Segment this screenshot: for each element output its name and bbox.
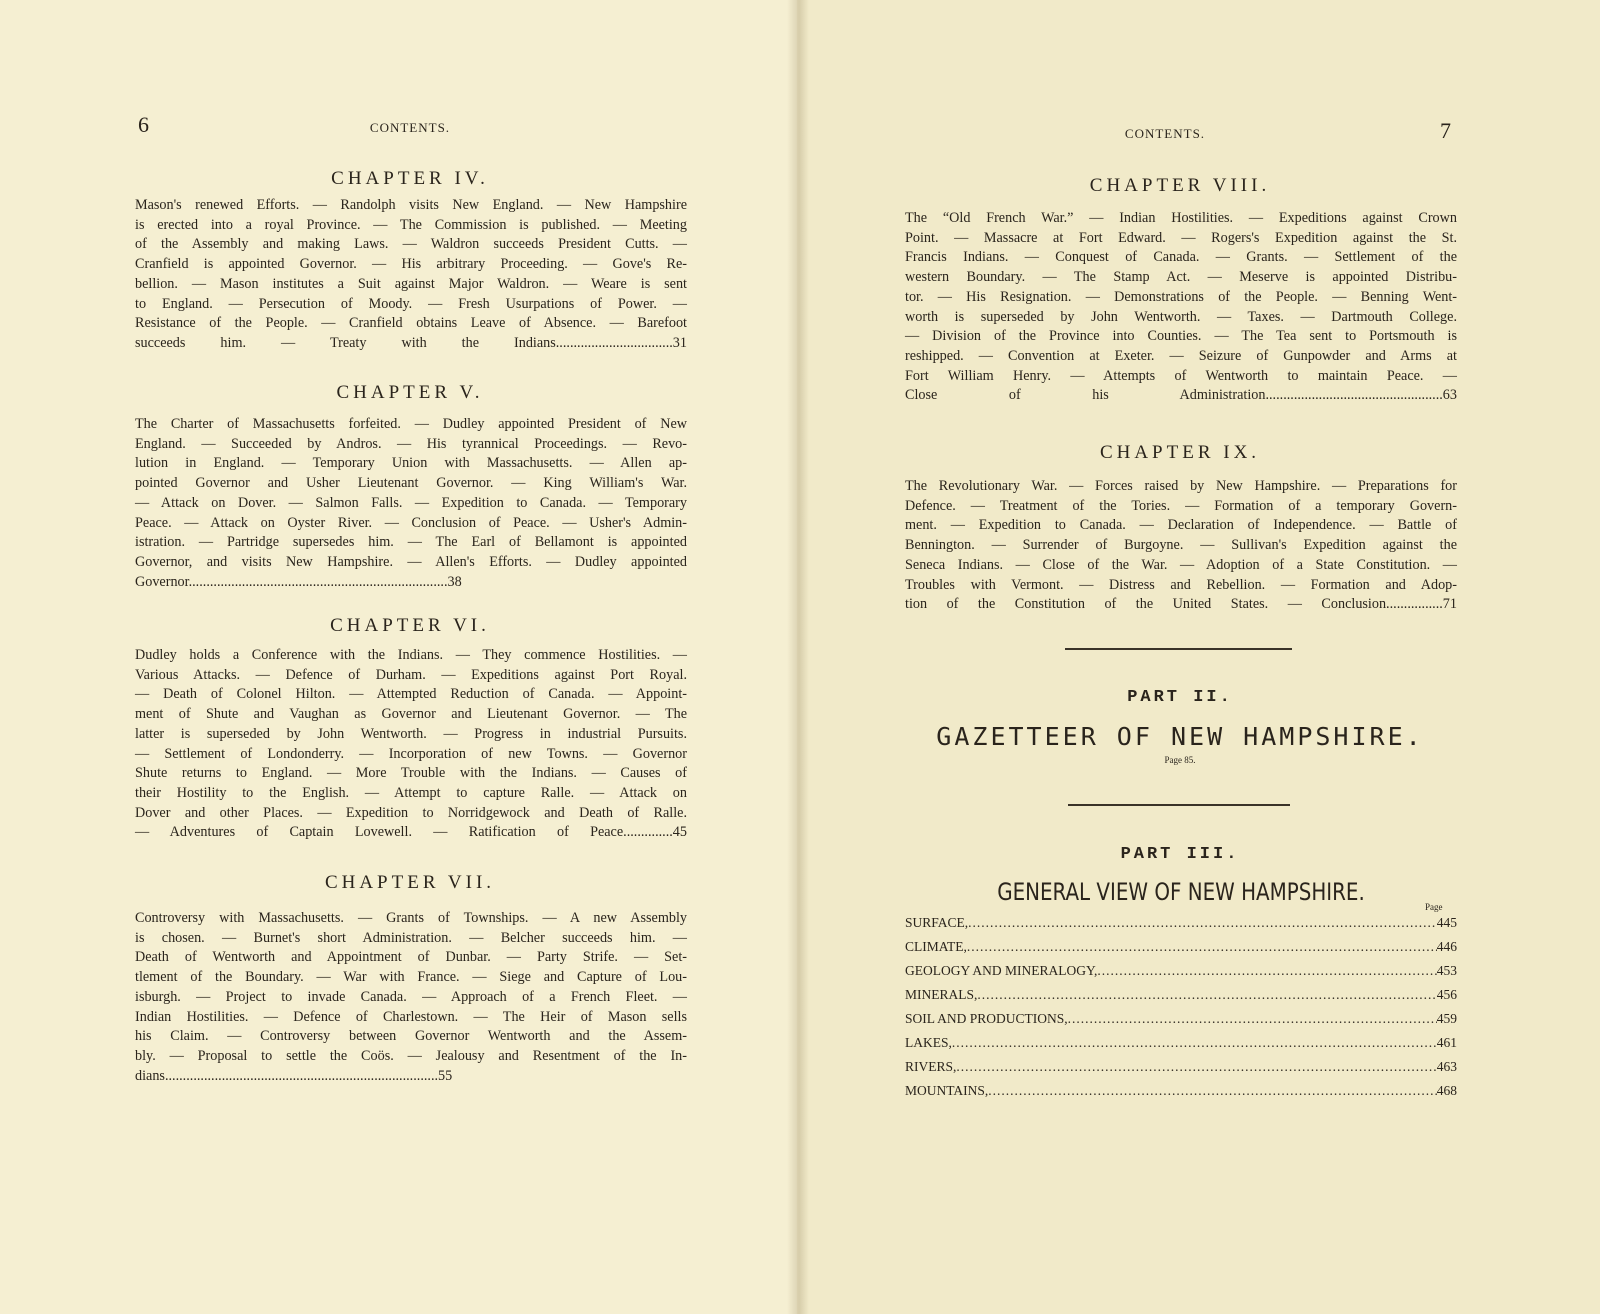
summary-line: latter is superseded by John Wentworth. — Progress in industrial Pursuits. [135,725,687,742]
summary-line: Governor, and visits New Hampshire. — Allen's Efforts. — Dudley appointed [135,553,687,570]
part-3-label: PART III. [1120,845,1240,864]
summary-line: their Hostility to the English. — Attempt to capture Ralle. — Attack on [135,784,687,801]
summary-line: western Boundary. — The Stamp Act. — Meserve is appointed Distribu- [905,269,1457,286]
summary-line: Shute returns to England. — More Trouble with the Indians. — Causes of [135,765,687,782]
toc-entry-page: 468 [1436,1083,1457,1098]
page-number-right: 7 [1440,118,1451,143]
summary-line: Troubles with Vermont. — Distress and Rebellion. — Formation and Adop- [905,576,1457,593]
summary-line: Various Attacks. — Defence of Durham. — Expeditions against Port Royal. [135,666,687,683]
summary-line: Defence. — Treatment of the Tories. — Formation of a temporary Govern- [905,497,1457,514]
summary-line: Resistance of the People. — Cranfield obtains Leave of Absence. — Barefoot [135,315,687,332]
part-2-title: GAZETTEER OF NEW HAMPSHIRE. [936,722,1424,751]
toc-entry-page: 446 [1436,939,1457,954]
summary-line: — Death of Colonel Hilton. — Attempted Reduction of Canada. — Appoint- [135,686,687,703]
summary-line: — Settlement of Londonderry. — Incorporation of new Towns. — Governor [135,745,687,762]
summary-line: is erected into a royal Province. — The Commission is published. — Meeting [135,216,687,233]
summary-line: isburgh. — Project to invade Canada. — Approach of a French Fleet. — [135,988,687,1005]
toc-entry-label: LAKES, [905,1035,952,1050]
chapter-9-summary [905,477,1457,615]
page-number-left: 6 [138,112,149,137]
summary-line: Dover and other Places. — Expedition to Norridgewock and Death of Ralle. [135,804,687,821]
toc-entry-label: RIVERS, [905,1059,957,1074]
summary-line: to England. — Persecution of Moody. — Fresh Usurpations of Power. — [135,295,687,312]
toc-entry-page: 453 [1436,963,1457,978]
summary-line: Fort William Henry. — Attempts of Wentworth to maintain Peace. — [905,367,1457,384]
summary-line: tor. — His Resignation. — Demonstrations of the People. — Benning Went- [905,288,1457,305]
summary-line: bellion. — Mason institutes a Suit against Major Waldron. — Weare is sent [135,275,687,292]
summary-line: ment. — Expedition to Canada. — Declaration of Independence. — Battle of [905,517,1457,534]
toc-entry-label: MOUNTAINS, [905,1083,989,1098]
right-page [797,0,1600,1314]
summary-line: istration. — Partridge supersedes him. — The Earl of Bellamont is appointed [135,534,687,551]
chapter-5-heading: CHAPTER V. [336,382,484,403]
summary-line: lution in England. — Temporary Union with Massachusetts. — Allen ap- [135,455,687,472]
part-2-label: PART II. [1127,688,1233,707]
toc-entry-climate [905,939,1457,959]
chapter-8-heading: CHAPTER VIII. [1089,175,1271,196]
summary-line: The Charter of Massachusetts forfeited. — Dudley appointed President of New [135,416,687,432]
summary-line: worth is superseded by John Wentworth. — Taxes. — Dartmouth College. [905,308,1457,325]
summary-line: Dudley holds a Conference with the Indians. — They commence Hostilities. — [135,647,687,663]
running-head-left: CONTENTS. [369,120,451,135]
summary-line: tion of the Constitution of the United States. — Conclusion................71 [905,596,1457,613]
toc-entry-soil [905,1011,1457,1031]
toc-entry-label: CLIMATE, [905,939,967,954]
part-3-title: GENERAL VIEW OF NEW HAMPSHIRE. [997,878,1365,906]
toc-entry-page: 445 [1436,915,1457,930]
summary-line: bly. — Proposal to settle the Coös. — Jealousy and Resentment of the In- [135,1047,687,1064]
chapter-7-heading: CHAPTER VII. [324,872,496,893]
section-divider [1065,648,1292,650]
summary-line: Indian Hostilities. — Defence of Charlestown. — The Heir of Mason sells [135,1008,687,1025]
summary-line: succeeds him. — Treaty with the Indians.................................31 [135,334,687,351]
summary-line: England. — Succeeded by Andros. — His tyrannical Proceedings. — Revo- [135,435,687,452]
toc-entry-geology [905,963,1457,983]
summary-line: The Revolutionary War. — Forces raised by New Hampshire. — Preparations for [905,478,1457,494]
chapter-6-heading: CHAPTER VI. [330,615,490,636]
chapter-9-heading: CHAPTER IX. [1099,442,1261,463]
page-column-header: Page [1425,902,1443,912]
book-gutter [787,0,809,1314]
summary-line: Bennington. — Surrender of Burgoyne. — Sullivan's Expedition against the [905,537,1457,554]
summary-line: Peace. — Attack on Oyster River. — Conclusion of Peace. — Usher's Admin- [135,514,687,531]
summary-line: Cranfield is appointed Governor. — His arbitrary Proceeding. — Gove's Re- [135,256,687,273]
summary-line: reshipped. — Convention at Exeter. — Seizure of Gunpowder and Arms at [905,347,1457,364]
toc-entry-page: 459 [1436,1011,1457,1026]
toc-entry-page: 463 [1436,1059,1457,1074]
summary-line: of the Assembly and making Laws. — Waldron succeeds President Cutts. — [135,236,687,253]
part-2-page-note: Page 85. [1164,755,1196,765]
summary-line: — Division of the Province into Counties. — The Tea sent to Portsmouth is [905,328,1457,345]
summary-line: Governor.........................................................................38 [135,573,462,590]
chapter-8-summary [905,209,1457,406]
summary-line: is chosen. — Burnet's short Administration. — Belcher succeeds him. — [135,929,687,946]
summary-line: Mason's renewed Efforts. — Randolph visits New England. — New Hampshire [135,197,687,213]
summary-line: ment of Shute and Vaughan as Governor and Lieutenant Governor. — The [135,706,687,723]
summary-line: his Claim. — Controversy between Governor Wentworth and the Assem- [135,1028,687,1045]
toc-entry-label: MINERALS, [905,987,978,1002]
running-head-right: CONTENTS. [1124,126,1206,141]
chapter-6-summary [135,646,687,843]
toc-entry-rivers [905,1059,1457,1079]
toc-entry-label: SURFACE, [905,915,969,930]
toc-entry-label: GEOLOGY AND MINERALOGY, [905,963,1098,978]
summary-line: The “Old French War.” — Indian Hostilities. — Expeditions against Crown [905,210,1457,226]
summary-line: Death of Wentworth and Appointment of Dunbar. — Party Strife. — Set- [135,949,687,966]
toc-entry-surface [905,915,1457,935]
summary-line: pointed Governor and Usher Lieutenant Governor. — King William's War. [135,475,687,492]
toc-entry-label: SOIL AND PRODUCTIONS, [905,1011,1068,1026]
summary-line: dians.............................................................................55 [135,1067,453,1084]
summary-line: Francis Indians. — Conquest of Canada. — Grants. — Settlement of the [905,249,1457,266]
summary-line: Close of his Administration..................................................63 [905,387,1457,404]
chapter-4-summary [135,196,687,354]
summary-line: — Adventures of Captain Lovewell. — Ratification of Peace..............45 [135,824,687,841]
toc-entry-lakes [905,1035,1457,1055]
summary-line: Seneca Indians. — Close of the War. — Adoption of a State Constitution. — [905,556,1457,573]
summary-line: Controversy with Massachusetts. — Grants of Townships. — A new Assembly [135,910,687,926]
summary-line: tlement of the Boundary. — War with France. — Siege and Capture of Lou- [135,969,687,986]
summary-line: — Attack on Dover. — Salmon Falls. — Expedition to Canada. — Temporary [135,494,687,511]
toc-entry-page: 461 [1436,1035,1457,1050]
toc-entry-minerals [905,987,1457,1007]
section-divider [1068,804,1290,806]
toc-entry-mountains [905,1083,1457,1103]
chapter-4-heading: CHAPTER IV. [331,168,489,189]
toc-entry-page: 456 [1436,987,1457,1002]
chapter-5-summary [135,415,687,592]
chapter-7-summary [135,909,687,1086]
summary-line: Point. — Massacre at Fort Edward. — Rogers's Expedition against the St. [905,229,1457,246]
